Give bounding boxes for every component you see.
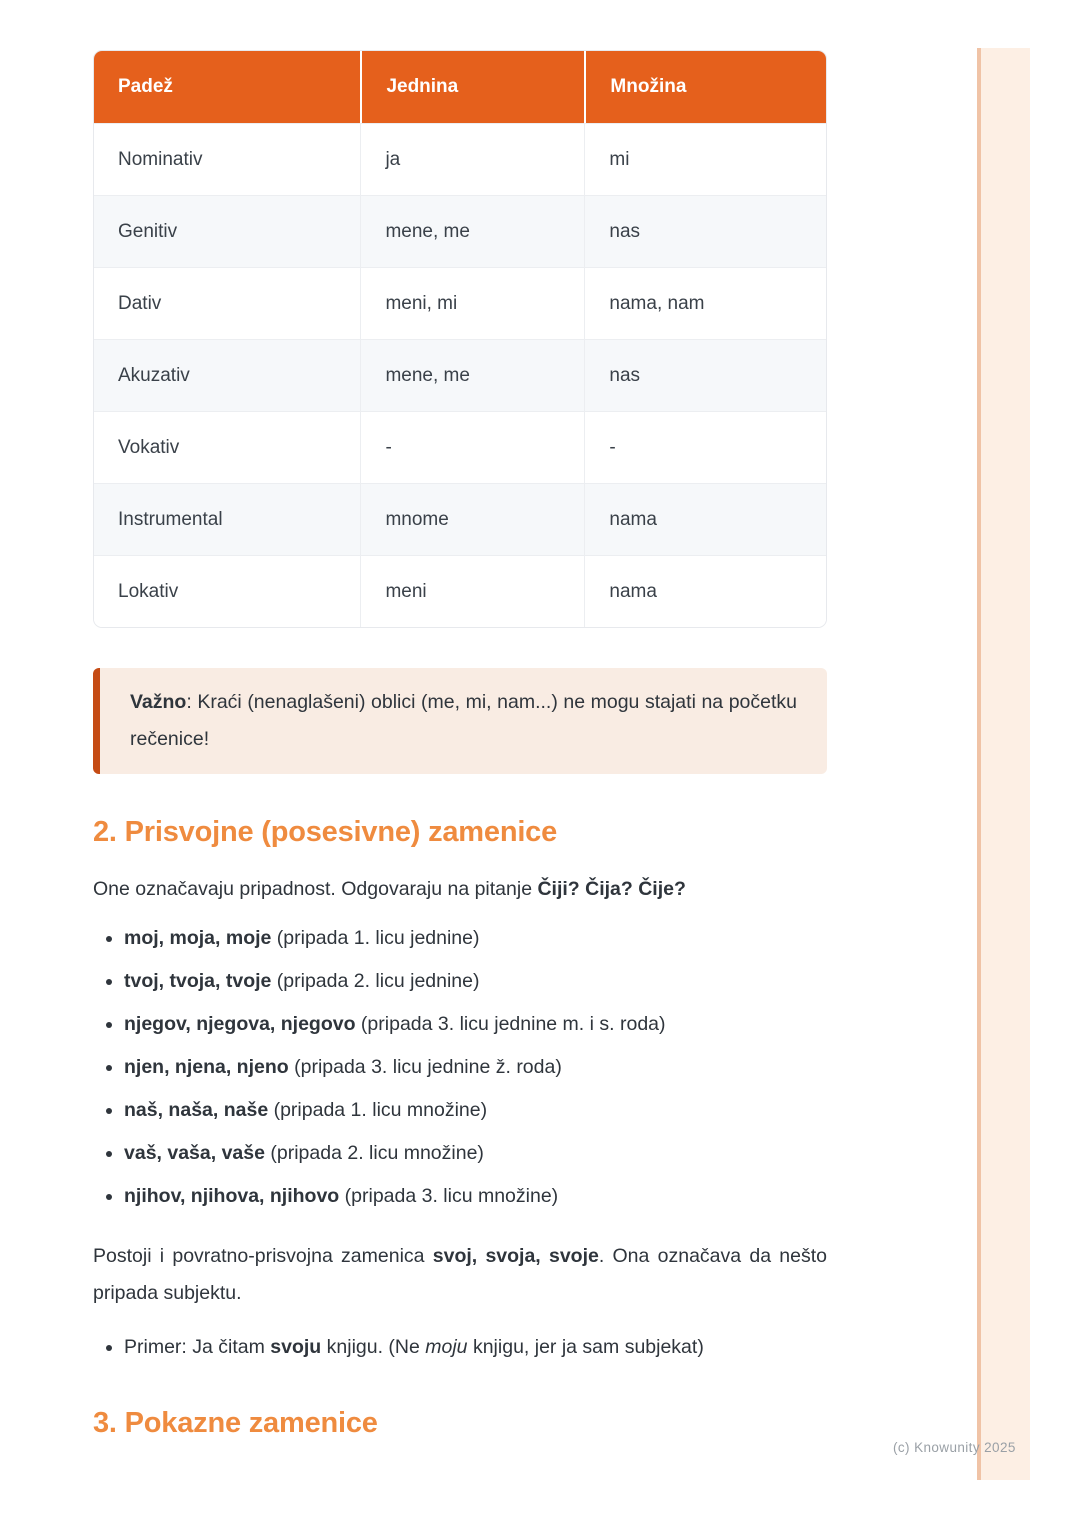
pronoun-note: (pripada 1. licu množine) bbox=[268, 1099, 488, 1121]
pronoun-forms: njegov, njegova, njegovo bbox=[124, 1013, 356, 1035]
pronoun-forms: tvoj, tvoja, tvoje bbox=[124, 970, 272, 992]
callout-text: : Kraći (nenaglašeni) oblici (me, mi, nam...) ne mogu stajati na početku rečenice! bbox=[130, 691, 797, 750]
table-cell-singular: meni, mi bbox=[360, 267, 584, 339]
pronoun-forms: moj, moja, moje bbox=[124, 927, 272, 949]
pronoun-note: (pripada 3. licu jednine m. i s. roda) bbox=[355, 1013, 666, 1035]
pronoun-note: (pripada 1. licu jednine) bbox=[271, 927, 480, 949]
pronoun-note: (pripada 2. licu množine) bbox=[264, 1142, 484, 1164]
table-row bbox=[94, 339, 826, 411]
example-item bbox=[124, 1334, 827, 1361]
declension-table bbox=[93, 50, 827, 628]
table-cell-singular: meni bbox=[360, 555, 584, 627]
table-row bbox=[94, 195, 826, 267]
reflexive-possessive-paragraph bbox=[93, 1238, 827, 1312]
page-edge-bar bbox=[977, 48, 1030, 1480]
list-item bbox=[124, 1011, 827, 1038]
table-cell-plural: - bbox=[584, 411, 826, 483]
table-cell-case: Genitiv bbox=[94, 195, 360, 267]
table-cell-plural: nama bbox=[584, 555, 826, 627]
table-cell-singular: mene, me bbox=[360, 339, 584, 411]
list-item bbox=[124, 1183, 827, 1210]
table-header-singular: Jednina bbox=[360, 51, 584, 123]
pronoun-forms: naš, naša, naše bbox=[124, 1099, 269, 1121]
table-body bbox=[94, 123, 826, 627]
table-header-case: Padež bbox=[94, 51, 360, 123]
list-item bbox=[124, 1054, 827, 1081]
table-cell-case: Akuzativ bbox=[94, 339, 360, 411]
table-cell-plural: mi bbox=[584, 123, 826, 195]
table-row bbox=[94, 483, 826, 555]
table-row bbox=[94, 123, 826, 195]
reflexive-text-1: Postoji i povratno-prisvojna zamenica bbox=[93, 1245, 433, 1267]
intro-bold-question: Čiji? Čija? Čije? bbox=[537, 878, 686, 900]
reflexive-forms: svoj, svoja, svoje bbox=[432, 1245, 599, 1267]
table-cell-singular: - bbox=[360, 411, 584, 483]
section-heading-possessive-pronouns: 2. Prisvojne (posesivne) zamenice bbox=[93, 816, 558, 848]
table-cell-case: Lokativ bbox=[94, 555, 360, 627]
table-cell-singular: mene, me bbox=[360, 195, 584, 267]
pronoun-note: (pripada 2. licu jednine) bbox=[271, 970, 480, 992]
pronoun-forms: njihov, njihova, njihovo bbox=[124, 1185, 340, 1207]
example-bold: svoju bbox=[270, 1336, 322, 1358]
table-row bbox=[94, 411, 826, 483]
important-note-callout bbox=[93, 668, 827, 774]
possessive-pronoun-list bbox=[93, 925, 827, 1210]
pronoun-note: (pripada 3. licu jednine ž. roda) bbox=[288, 1056, 562, 1078]
callout-lead: Važno bbox=[130, 691, 187, 713]
example-text-1: Primer: Ja čitam bbox=[124, 1336, 271, 1358]
table-cell-plural: nas bbox=[584, 339, 826, 411]
list-item bbox=[124, 968, 827, 995]
table-row bbox=[94, 555, 826, 627]
table-cell-case: Nominativ bbox=[94, 123, 360, 195]
watermark: (c) Knowunity 2025 bbox=[893, 1440, 1016, 1455]
table-cell-plural: nama, nam bbox=[584, 267, 826, 339]
list-item bbox=[124, 925, 827, 952]
example-list bbox=[93, 1334, 827, 1361]
table-cell-plural: nas bbox=[584, 195, 826, 267]
pronoun-note: (pripada 3. licu množine) bbox=[339, 1185, 559, 1207]
pronoun-forms: vaš, vaša, vaše bbox=[124, 1142, 265, 1164]
reflexive-text-2: . Ona označava da nešto pripada subjektu. bbox=[93, 1245, 827, 1304]
table-cell-singular: mnome bbox=[360, 483, 584, 555]
possessive-intro-paragraph bbox=[93, 875, 827, 903]
pronoun-forms: njen, njena, njeno bbox=[124, 1056, 289, 1078]
table-header-row bbox=[94, 51, 826, 123]
table-cell-plural: nama bbox=[584, 483, 826, 555]
table-header-plural: Množina bbox=[584, 51, 826, 123]
section-heading-demonstrative-pronouns: 3. Pokazne zamenice bbox=[93, 1407, 378, 1439]
table-cell-case: Dativ bbox=[94, 267, 360, 339]
example-text-3: knjigu, jer ja sam subjekat) bbox=[467, 1336, 704, 1358]
example-italic: moju bbox=[425, 1336, 468, 1358]
page-content bbox=[93, 50, 827, 1440]
list-item bbox=[124, 1140, 827, 1167]
table-cell-singular: ja bbox=[360, 123, 584, 195]
list-item bbox=[124, 1097, 827, 1124]
intro-text: One označavaju pripadnost. Odgovaraju na pitanje bbox=[93, 878, 538, 900]
table-cell-case: Vokativ bbox=[94, 411, 360, 483]
table-row bbox=[94, 267, 826, 339]
table-cell-case: Instrumental bbox=[94, 483, 360, 555]
example-text-2: knjigu. (Ne bbox=[321, 1336, 426, 1358]
